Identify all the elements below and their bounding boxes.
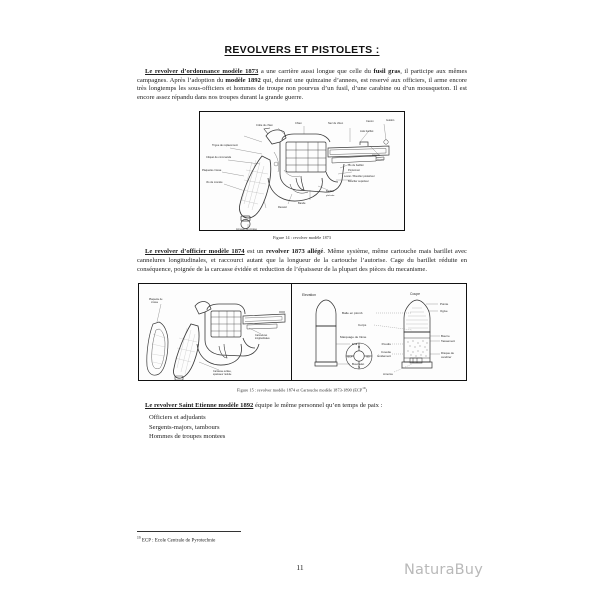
- cartouche-1873-1890-diagram: [292, 284, 465, 380]
- figure-15-caption-text: Figure 15 : revolver modèle 1874 et Cartouche modèle 1873-1890 (ECP: [237, 387, 363, 393]
- paragraph-2-text-a: est un: [244, 248, 266, 256]
- label-cuvette: Cuvette: [380, 350, 391, 355]
- callout-anneau-crosse: Anneau de crosse: [236, 228, 257, 231]
- label-coupe: Coupe: [409, 292, 420, 297]
- figure-14-frame: [199, 111, 405, 231]
- callout-bouclier-post: Levier / Bouclier postérieur: [344, 175, 375, 179]
- revolver-1874-diagram: [139, 284, 291, 380]
- callout-verrou: (Verrou): [376, 159, 384, 162]
- paragraph-1-bold-fusil-gras: fusil gras: [373, 68, 401, 75]
- figure-15-right-panel: [292, 284, 466, 380]
- callout-pontonnet: Pontonnet: [348, 169, 360, 173]
- callout-cannelures: Cannelures: [254, 334, 267, 338]
- paragraph-revolver-1874: [137, 248, 467, 274]
- callout-plaquette-crosse-1874: Plaquette de: [148, 298, 162, 302]
- label-bourrelet: Bourrelet: [351, 362, 364, 367]
- paragraph-2-text-b: . Même sysième, même cartouche mais barillet avec cannelures longitudinales, et raccourci autant que la longueur de la cartouche l’autorise. Cage du barillet réduite en conséquence, poignée de la carcasse évidée et reduction de l’épaisseur de la plupart des pièces du mecanisme.: [137, 248, 467, 273]
- callout-crete-du-chien: Crête du chien: [256, 124, 273, 128]
- callout-gachette: gâchette: [326, 195, 335, 198]
- page-title-text: REVOLVERS ET PISTOLETS :: [224, 44, 380, 56]
- list-item: Officiers et adjudants: [149, 414, 206, 422]
- callout-carcasse-evidee: Carcasse évidée,: [212, 370, 231, 374]
- callout-tirgue: Tirgue de replacement: [212, 144, 238, 148]
- callout-bouclier-sup: Bouclier supérieur: [348, 180, 369, 184]
- label-evidement: Évidement: [376, 354, 391, 359]
- figure-15-left-panel: [139, 284, 292, 380]
- label-corps: Corps: [357, 323, 366, 328]
- figure-14: [137, 111, 467, 241]
- headstamp-right: 83: [365, 354, 370, 359]
- footnote-separator: [137, 531, 241, 532]
- revolver-1873-diagram: [200, 112, 404, 230]
- headstamp-bottom: S: [357, 365, 360, 370]
- headstamp-left: ECP: [347, 355, 352, 359]
- callout-carcasse-evidee-b: épaisseur réduite: [212, 373, 231, 377]
- label-ogive: Ogive: [439, 309, 448, 314]
- naturabuy-watermark: NaturaBuy: [404, 562, 483, 578]
- list-item: Sergents-majors, tambours: [149, 423, 220, 431]
- callout-ressort: Ressort: [278, 206, 287, 210]
- label-elevation: Elevation: [301, 293, 316, 298]
- figure-15-caption: [137, 385, 467, 393]
- footnote: [137, 535, 467, 545]
- page-title: [137, 44, 467, 56]
- callout-axle-barillet: Axle barillet: [360, 130, 374, 134]
- figure-15-caption-suffix: ): [365, 387, 367, 393]
- callout-cliquet: Cliquet de commande: [206, 156, 232, 160]
- figure-14-caption: [137, 235, 467, 241]
- paragraph-3-lead: Le revolver Saint Etienne modèle 1892: [145, 401, 254, 409]
- footnote-marker: 19: [137, 536, 141, 540]
- paragraph-1-lead: Le revolver d’ordonnance modèle 1873: [145, 68, 259, 75]
- page-number: 11: [296, 563, 304, 572]
- figure-15-frame: [138, 283, 467, 381]
- document-body: [137, 44, 467, 441]
- paragraph-2-lead: Le revolver d’officier modèle 1874: [145, 248, 245, 256]
- callout-barillet: Barillet: [326, 190, 334, 194]
- paragraph-revolver-1892: [137, 402, 467, 411]
- paragraph-2-bold-1873-allege: revolver 1873 allégé: [265, 248, 324, 256]
- headstamp-top: M: [357, 345, 360, 350]
- paragraph-1-text-c: qui, durant une quinzaine d’annees, est reservé aux officiers, il arme encore très longtemps les sous-officiers et hommes de troupe non pourvus d’un fusil, d’une carabine ou d’un mousqueton. Il est encore assez répandu dans nos troupes durant la grande guerre.: [137, 76, 467, 101]
- paragraph-3-text: équipe le même personnel qu’en temps de paix :: [253, 401, 383, 409]
- callout-plaquette-crosse-1874b: crosse: [150, 301, 158, 305]
- label-marquage-ame: Marquage de l'âme: [339, 335, 366, 340]
- callout-vis-montee: Vis de montée: [206, 181, 223, 185]
- figure-14-caption-text: Figure 14 : revolver modèle 1873: [272, 235, 332, 241]
- list-item: Hommes de troupes montees: [149, 432, 226, 440]
- callout-bande: Bande: [298, 202, 306, 206]
- personnel-list: [137, 413, 467, 441]
- label-disque: Disque de: [440, 351, 454, 356]
- label-tassement: Tassement: [440, 339, 455, 344]
- footnote-text: ECP : Ecole Centrale de Pyrotechnie: [140, 538, 216, 544]
- footnote-area: [137, 531, 467, 545]
- paragraph-1-text-b: , il participe aux mêmes campagnes. Après l’adoption du: [137, 68, 468, 84]
- figure-15-caption-footnote-ref: 19: [362, 386, 366, 391]
- label-disque-b: cendrier: [440, 355, 451, 360]
- paragraph-1-text-a: a une carrière aussi longue que celle du: [258, 68, 374, 75]
- paragraph-revolver-1873: [137, 68, 467, 102]
- label-balle-en-plomb: Balle en plomb: [341, 311, 362, 316]
- figure-15: [137, 283, 467, 393]
- callout-chien: Chien: [295, 122, 302, 126]
- label-bourre: Bourre: [440, 334, 450, 339]
- label-etui: Etui: [351, 342, 357, 347]
- callout-plaquette: Plaquette crosse: [202, 169, 222, 173]
- callout-canon: Canon: [366, 120, 374, 124]
- callout-guidon: Guidon: [386, 119, 395, 123]
- callout-aiguille: Aiguille: [372, 154, 381, 158]
- callout-nez-du-chien: Nez du chien: [328, 122, 344, 126]
- label-amorce: Amorce: [382, 372, 393, 377]
- callout-cannelures-b: longitudinales: [254, 337, 270, 341]
- label-pointe: Pointe: [439, 302, 448, 307]
- paragraph-1-bold-modele-1892: modèle 1892: [225, 76, 261, 84]
- callout-vis-barillet: Vis du barillet: [348, 164, 364, 168]
- label-poudre: Poudre: [381, 342, 391, 347]
